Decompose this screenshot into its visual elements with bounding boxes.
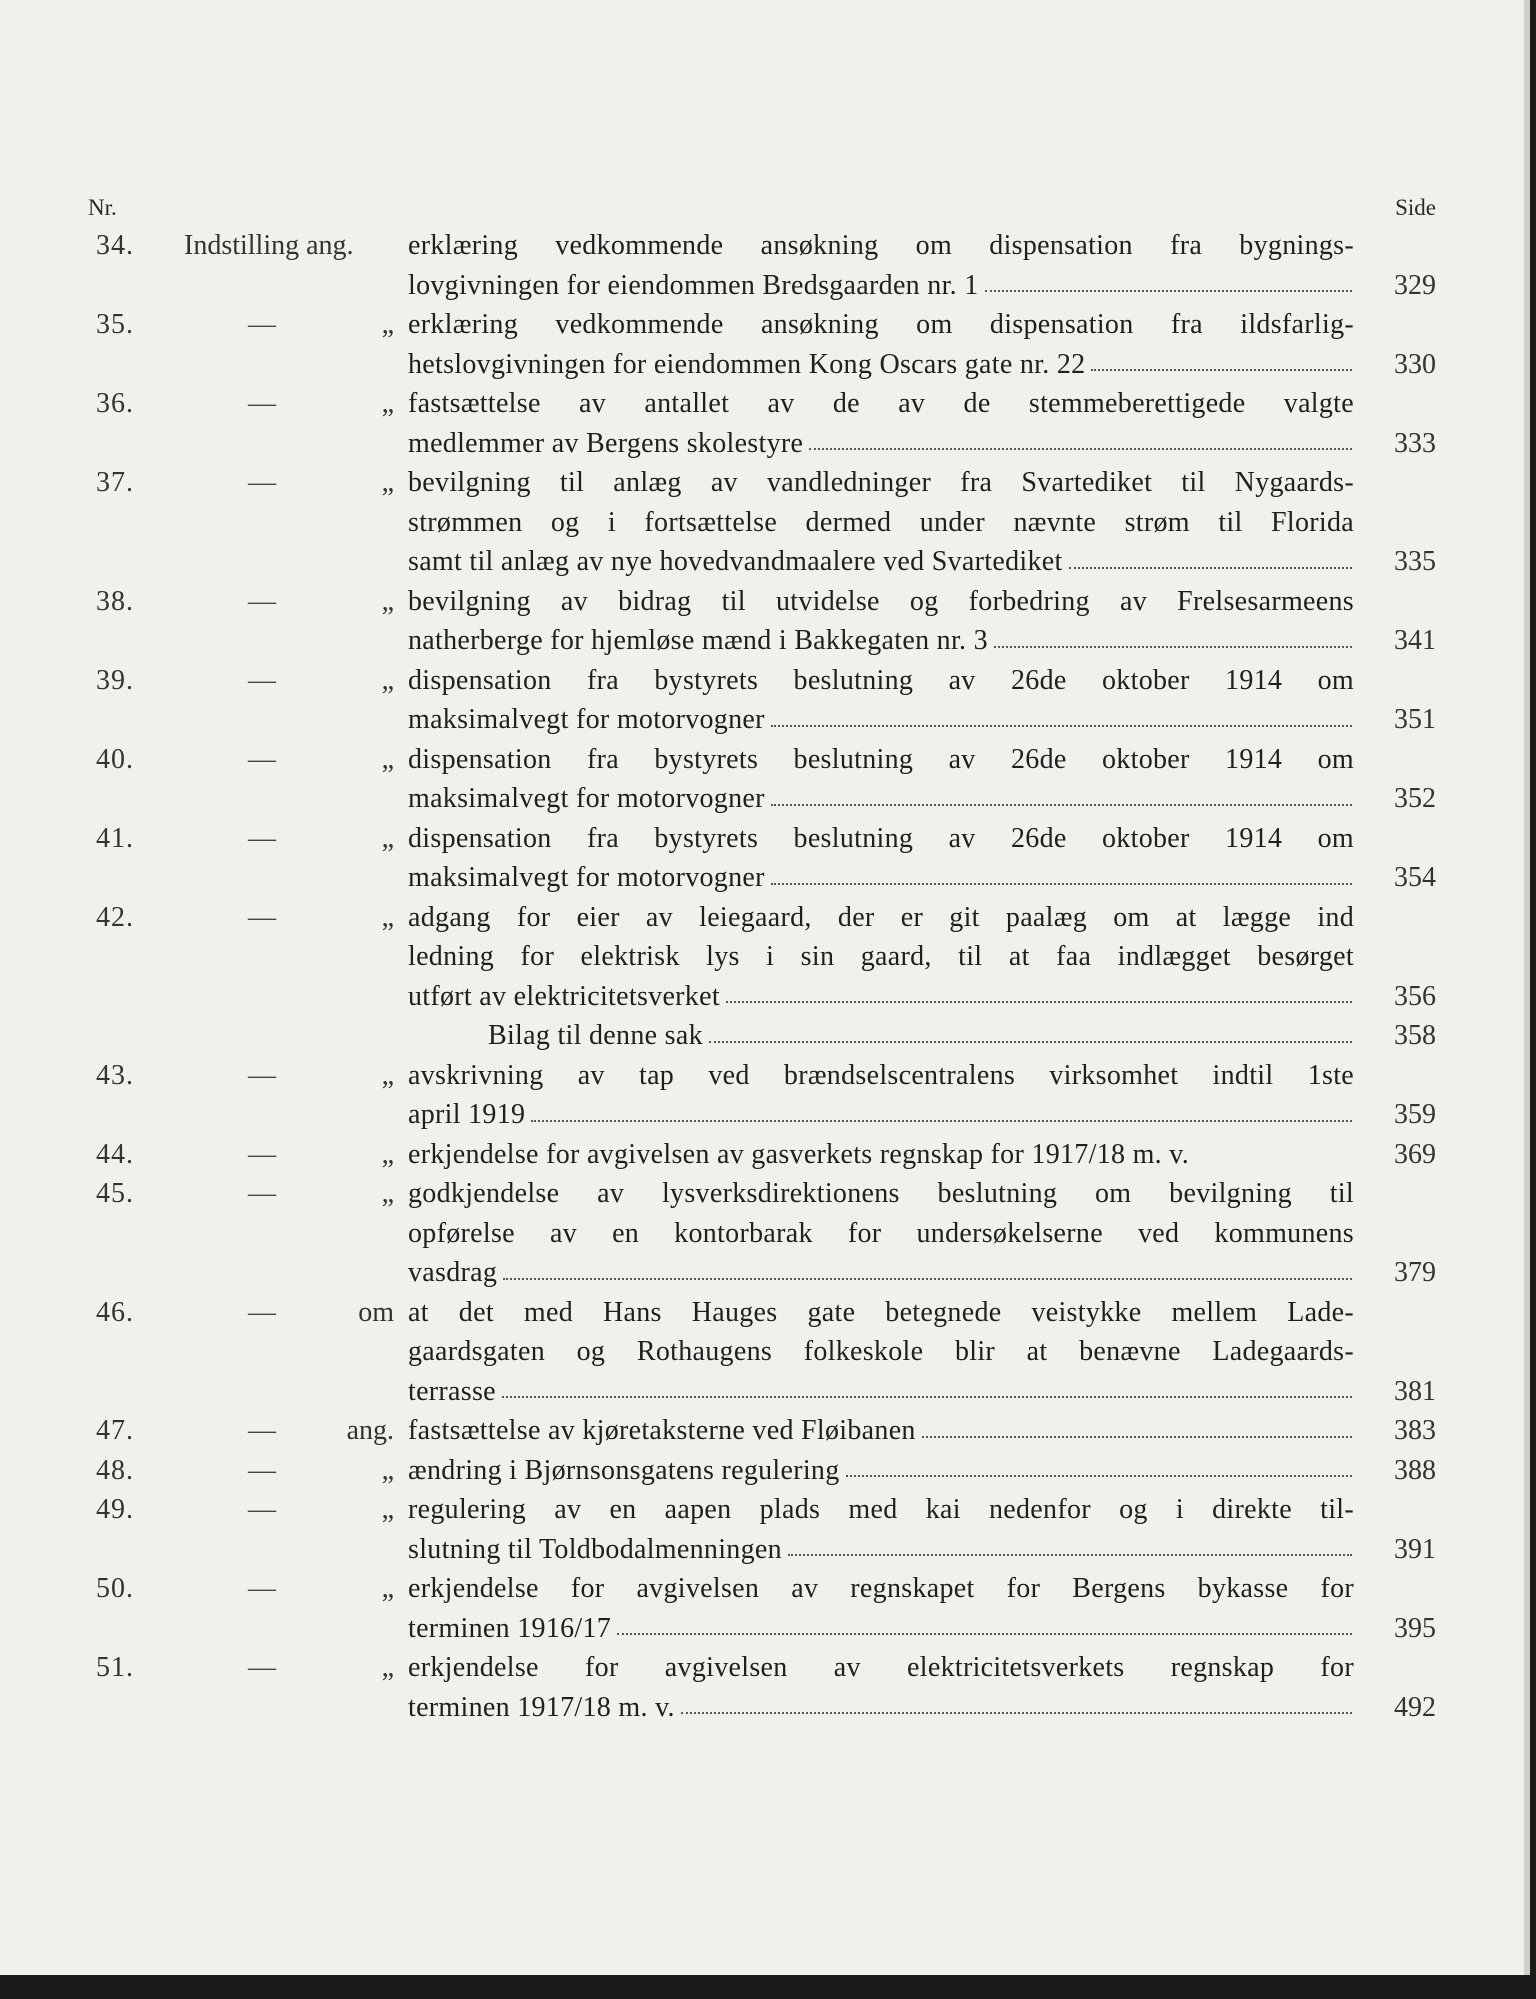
entry-number: 42. bbox=[96, 901, 134, 933]
entry-text bbox=[408, 1569, 1354, 1609]
toc-entry bbox=[0, 1569, 1530, 1648]
toc-entry bbox=[0, 1648, 1530, 1727]
page-number: 359 bbox=[1394, 1099, 1436, 1130]
entry-text bbox=[408, 503, 1354, 543]
toc-line bbox=[0, 305, 1530, 345]
entry-text-line: erklæring vedkommende ansøkning om dispensation fra ildsfarlig- bbox=[408, 309, 1354, 340]
toc-line bbox=[0, 1214, 1530, 1254]
ditto-mark: „ bbox=[381, 1138, 394, 1170]
dot-leader bbox=[809, 448, 1352, 450]
toc-line bbox=[0, 503, 1530, 543]
entry-text bbox=[408, 779, 1354, 819]
toc-entry bbox=[0, 1451, 1530, 1491]
entry-number: 50. bbox=[96, 1573, 134, 1604]
entry-text-line: strømmen og i fortsættelse dermed under nævnte strøm til Florida bbox=[408, 506, 1354, 538]
toc-line bbox=[0, 740, 1530, 780]
entry-text-line: erkjendelse for avgivelsen av regnskapet for Bergens bykasse for bbox=[408, 1573, 1354, 1604]
entry-number: 37. bbox=[96, 467, 134, 498]
entry-text-line: slutning til Toldbodalmenningen bbox=[408, 1533, 782, 1565]
entry-text-line: erkjendelse for avgivelsen av gasverkets regnskap for 1917/18 m. v. bbox=[408, 1138, 1190, 1170]
entry-text bbox=[408, 1688, 1354, 1728]
toc-line bbox=[0, 1174, 1530, 1214]
toc-entry bbox=[0, 1490, 1530, 1569]
dot-leader bbox=[771, 883, 1352, 885]
dot-leader bbox=[531, 1120, 1352, 1122]
entry-text bbox=[408, 819, 1354, 859]
toc-line bbox=[0, 621, 1530, 661]
entry-number: 36. bbox=[96, 388, 134, 419]
entry-number: 44. bbox=[96, 1138, 134, 1170]
entry-number: 47. bbox=[96, 1415, 134, 1446]
ditto-dash: — bbox=[248, 1415, 276, 1446]
entry-text bbox=[408, 345, 1354, 385]
entry-text-line: at det med Hans Hauges gate betegnede veistykke mellem Lade- bbox=[408, 1296, 1354, 1328]
entry-text-line: terrasse bbox=[408, 1375, 496, 1407]
toc-line bbox=[0, 700, 1530, 740]
toc-line bbox=[0, 582, 1530, 622]
ditto-dash: — bbox=[248, 1059, 276, 1091]
dot-leader bbox=[846, 1475, 1352, 1477]
page-number: 381 bbox=[1394, 1375, 1436, 1407]
entry-text-line: bevilgning av bidrag til utvidelse og forbedring av Frelsesarmeens bbox=[408, 585, 1354, 617]
toc-line bbox=[0, 542, 1530, 582]
ditto-mark: „ bbox=[381, 1652, 394, 1683]
dot-leader bbox=[788, 1554, 1352, 1556]
entry-text bbox=[408, 1214, 1354, 1254]
toc-entry bbox=[0, 582, 1530, 661]
toc-entry bbox=[0, 1016, 1530, 1056]
entry-number: 51. bbox=[96, 1652, 134, 1683]
dot-leader bbox=[726, 1001, 1352, 1003]
entry-number: 46. bbox=[96, 1296, 134, 1328]
entry-text bbox=[408, 1135, 1354, 1175]
toc-line bbox=[0, 1253, 1530, 1293]
entry-text bbox=[408, 621, 1354, 661]
ditto-dash: — bbox=[248, 1494, 276, 1525]
toc-line bbox=[0, 1609, 1530, 1649]
toc-line bbox=[0, 1135, 1530, 1175]
toc-line bbox=[0, 1490, 1530, 1530]
entry-text bbox=[488, 1016, 1354, 1056]
page-number: 379 bbox=[1394, 1257, 1436, 1288]
entry-text bbox=[408, 1056, 1354, 1096]
toc-line bbox=[0, 1688, 1530, 1728]
entry-text-line: ledning for elektrisk lys i sin gaard, til at faa indlægget besørget bbox=[408, 941, 1354, 972]
toc-line bbox=[0, 1095, 1530, 1135]
entry-text bbox=[408, 700, 1354, 740]
toc-line bbox=[0, 661, 1530, 701]
entry-text bbox=[408, 937, 1354, 977]
dot-leader bbox=[985, 290, 1352, 292]
ditto-dash: — bbox=[248, 664, 276, 696]
toc-entry bbox=[0, 1411, 1530, 1451]
entry-text-line: bevilgning til anlæg av vandledninger fra Svartediket til Nygaards- bbox=[408, 467, 1354, 498]
ditto-mark: „ bbox=[381, 901, 394, 933]
entry-text-line: erkjendelse for avgivelsen av elektricitetsverkets regnskap for bbox=[408, 1652, 1354, 1683]
entry-text bbox=[408, 1293, 1354, 1333]
entry-text-line: natherberge for hjemløse mænd i Bakkegaten nr. 3 bbox=[408, 625, 988, 656]
ditto-mark: „ bbox=[381, 1573, 394, 1604]
ditto-mark: ang. bbox=[346, 1415, 394, 1446]
ditto-dash: — bbox=[248, 1652, 276, 1683]
nr-column-header: Nr. bbox=[88, 195, 117, 220]
entry-number: 41. bbox=[96, 822, 134, 854]
page-number: 335 bbox=[1394, 546, 1436, 577]
toc-entry bbox=[0, 305, 1530, 384]
page-number: 356 bbox=[1394, 980, 1436, 1012]
entry-text bbox=[408, 898, 1354, 938]
entry-text-line: maksimalvegt for motorvogner bbox=[408, 862, 765, 893]
toc-line bbox=[0, 1016, 1530, 1056]
dot-leader bbox=[922, 1436, 1352, 1438]
entry-text bbox=[408, 1095, 1354, 1135]
table-of-contents bbox=[0, 226, 1530, 1727]
entry-text-line: vasdrag bbox=[408, 1257, 498, 1288]
page-number: 391 bbox=[1394, 1533, 1436, 1565]
toc-line bbox=[0, 1569, 1530, 1609]
entry-text bbox=[408, 384, 1354, 424]
ditto-dash: — bbox=[248, 901, 276, 933]
toc-line bbox=[0, 898, 1530, 938]
ditto-dash: — bbox=[248, 822, 276, 854]
entry-text bbox=[408, 1253, 1354, 1293]
toc-line bbox=[0, 1332, 1530, 1372]
entry-text-line: dispensation fra bystyrets beslutning av 26de oktober 1914 om bbox=[408, 743, 1354, 775]
entry-text-line: Bilag til denne sak bbox=[488, 1020, 703, 1051]
ditto-mark: „ bbox=[381, 1059, 394, 1091]
page-number: 395 bbox=[1394, 1612, 1436, 1644]
toc-entry bbox=[0, 1293, 1530, 1412]
page-number: 329 bbox=[1394, 269, 1436, 301]
toc-entry bbox=[0, 1174, 1530, 1293]
ditto-mark: „ bbox=[381, 1178, 394, 1209]
entry-text bbox=[408, 542, 1354, 582]
toc-line bbox=[0, 1372, 1530, 1412]
entry-text bbox=[408, 1372, 1354, 1412]
entry-text bbox=[408, 226, 1354, 266]
toc-entry bbox=[0, 384, 1530, 463]
entry-text bbox=[408, 305, 1354, 345]
page-number: 333 bbox=[1394, 427, 1436, 459]
entry-text bbox=[408, 1411, 1354, 1451]
entry-text bbox=[408, 1174, 1354, 1214]
entry-number: 49. bbox=[96, 1494, 134, 1525]
toc-entry bbox=[0, 661, 1530, 740]
toc-line bbox=[0, 384, 1530, 424]
toc-entry bbox=[0, 819, 1530, 898]
entry-text bbox=[408, 1451, 1354, 1491]
toc-line bbox=[0, 1648, 1530, 1688]
dot-leader bbox=[617, 1633, 1352, 1635]
toc-line bbox=[0, 1411, 1530, 1451]
entry-text bbox=[408, 1609, 1354, 1649]
entry-text-line: terminen 1917/18 m. v. bbox=[408, 1691, 675, 1723]
dot-leader bbox=[771, 804, 1352, 806]
entry-text bbox=[408, 266, 1354, 306]
ditto-dash: — bbox=[248, 1296, 276, 1328]
ditto-mark: „ bbox=[381, 467, 394, 498]
entry-text-line: erklæring vedkommende ansøkning om dispensation fra bygnings- bbox=[408, 230, 1354, 261]
toc-line bbox=[0, 937, 1530, 977]
toc-entry bbox=[0, 1135, 1530, 1175]
entry-text-line: gaardsgaten og Rothaugens folkeskole blir at benævne Ladegaards- bbox=[408, 1336, 1354, 1367]
ditto-dash: — bbox=[248, 1573, 276, 1604]
page-number: 354 bbox=[1394, 862, 1436, 893]
toc-line bbox=[0, 266, 1530, 306]
ditto-dash: — bbox=[248, 309, 276, 340]
entry-number: 35. bbox=[96, 309, 134, 340]
toc-line bbox=[0, 1293, 1530, 1333]
entry-prefix: Indstilling ang. bbox=[184, 230, 354, 261]
toc-entry bbox=[0, 226, 1530, 305]
side-column-header: Side bbox=[1395, 195, 1436, 220]
dot-leader bbox=[503, 1278, 1352, 1280]
ditto-mark: „ bbox=[381, 743, 394, 775]
entry-text-line: adgang for eier av leiegaard, der er git paalæg om at lægge ind bbox=[408, 901, 1354, 933]
toc-line bbox=[0, 1056, 1530, 1096]
entry-text bbox=[408, 977, 1354, 1017]
dot-leader bbox=[1069, 567, 1352, 569]
toc-entry bbox=[0, 463, 1530, 582]
dot-leader bbox=[1091, 369, 1352, 371]
entry-text-line: fastsættelse av antallet av de av de stemmeberettigede valgte bbox=[408, 388, 1354, 419]
ditto-mark: „ bbox=[381, 309, 394, 340]
ditto-dash: — bbox=[248, 1178, 276, 1209]
toc-entry bbox=[0, 1056, 1530, 1135]
entry-text-line: opførelse av en kontorbarak for undersøkelserne ved kommunens bbox=[408, 1217, 1354, 1249]
page-number: 341 bbox=[1394, 625, 1436, 656]
toc-line bbox=[0, 858, 1530, 898]
ditto-dash: — bbox=[248, 585, 276, 617]
toc-line bbox=[0, 819, 1530, 859]
toc-line bbox=[0, 1451, 1530, 1491]
entry-text-line: avskrivning av tap ved brændselscentralens virksomhet indtil 1ste bbox=[408, 1059, 1354, 1091]
entry-number: 39. bbox=[96, 664, 134, 696]
page-number: 492 bbox=[1394, 1691, 1436, 1723]
entry-text bbox=[408, 1648, 1354, 1688]
entry-number: 40. bbox=[96, 743, 134, 775]
entry-text-line: utført av elektricitetsverket bbox=[408, 980, 720, 1012]
toc-entry bbox=[0, 898, 1530, 1017]
entry-text bbox=[408, 740, 1354, 780]
page-number: 352 bbox=[1394, 783, 1436, 814]
ditto-mark: „ bbox=[381, 388, 394, 419]
entry-text-line: fastsættelse av kjøretaksterne ved Fløibanen bbox=[408, 1415, 916, 1446]
page-number: 383 bbox=[1394, 1415, 1436, 1446]
entry-number: 38. bbox=[96, 585, 134, 617]
entry-text-line: medlemmer av Bergens skolestyre bbox=[408, 427, 804, 459]
entry-text-line: regulering av en aapen plads med kai nedenfor og i direkte til- bbox=[408, 1494, 1354, 1525]
entry-text-line: lovgivningen for eiendommen Bredsgaarden nr. 1 bbox=[408, 269, 979, 301]
toc-line bbox=[0, 345, 1530, 385]
page-number: 330 bbox=[1394, 348, 1436, 380]
entry-number: 34. bbox=[96, 230, 134, 261]
toc-line bbox=[0, 424, 1530, 464]
page-number: 388 bbox=[1394, 1454, 1436, 1486]
ditto-mark: „ bbox=[381, 585, 394, 617]
ditto-mark: om bbox=[358, 1296, 394, 1328]
dot-leader bbox=[709, 1041, 1352, 1043]
page-number: 351 bbox=[1394, 704, 1436, 735]
entry-text bbox=[408, 582, 1354, 622]
ditto-mark: „ bbox=[381, 1494, 394, 1525]
entry-text-line: maksimalvegt for motorvogner bbox=[408, 704, 765, 735]
ditto-dash: — bbox=[248, 467, 276, 498]
entry-text bbox=[408, 1332, 1354, 1372]
entry-text-line: april 1919 bbox=[408, 1099, 526, 1130]
dot-leader bbox=[681, 1712, 1352, 1714]
entry-number: 48. bbox=[96, 1454, 134, 1486]
ditto-dash: — bbox=[248, 1138, 276, 1170]
dot-leader bbox=[502, 1396, 1352, 1398]
entry-text-line: godkjendelse av lysverksdirektionens beslutning om bevilgning til bbox=[408, 1178, 1354, 1209]
entry-text bbox=[408, 661, 1354, 701]
entry-number: 43. bbox=[96, 1059, 134, 1091]
toc-entry bbox=[0, 740, 1530, 819]
entry-text-line: dispensation fra bystyrets beslutning av 26de oktober 1914 om bbox=[408, 822, 1354, 854]
ditto-dash: — bbox=[248, 388, 276, 419]
toc-line bbox=[0, 779, 1530, 819]
entry-text bbox=[408, 424, 1354, 464]
entry-text-line: samt til anlæg av nye hovedvandmaalere ved Svartediket bbox=[408, 546, 1063, 577]
dot-leader bbox=[771, 725, 1352, 727]
entry-text bbox=[408, 858, 1354, 898]
entry-text-line: maksimalvegt for motorvogner bbox=[408, 783, 765, 814]
ditto-mark: „ bbox=[381, 664, 394, 696]
page-number: 369 bbox=[1394, 1138, 1436, 1170]
entry-text bbox=[408, 1530, 1354, 1570]
toc-line bbox=[0, 977, 1530, 1017]
entry-text-line: terminen 1916/17 bbox=[408, 1612, 612, 1644]
ditto-dash: — bbox=[248, 743, 276, 775]
entry-number: 45. bbox=[96, 1178, 134, 1209]
entry-text bbox=[408, 463, 1354, 503]
ditto-mark: „ bbox=[381, 822, 394, 854]
ditto-mark: „ bbox=[381, 1454, 394, 1486]
dot-leader bbox=[994, 646, 1352, 648]
entry-text-line: hetslovgivningen for eiendommen Kong Oscars gate nr. 22 bbox=[408, 348, 1086, 380]
page-number: 358 bbox=[1394, 1020, 1436, 1051]
entry-text-line: dispensation fra bystyrets beslutning av 26de oktober 1914 om bbox=[408, 664, 1354, 696]
entry-text bbox=[408, 1490, 1354, 1530]
toc-line bbox=[0, 226, 1530, 266]
entry-text-line: ændring i Bjørnsonsgatens regulering bbox=[408, 1454, 840, 1486]
ditto-dash: — bbox=[248, 1454, 276, 1486]
toc-line bbox=[0, 463, 1530, 503]
toc-line bbox=[0, 1530, 1530, 1570]
